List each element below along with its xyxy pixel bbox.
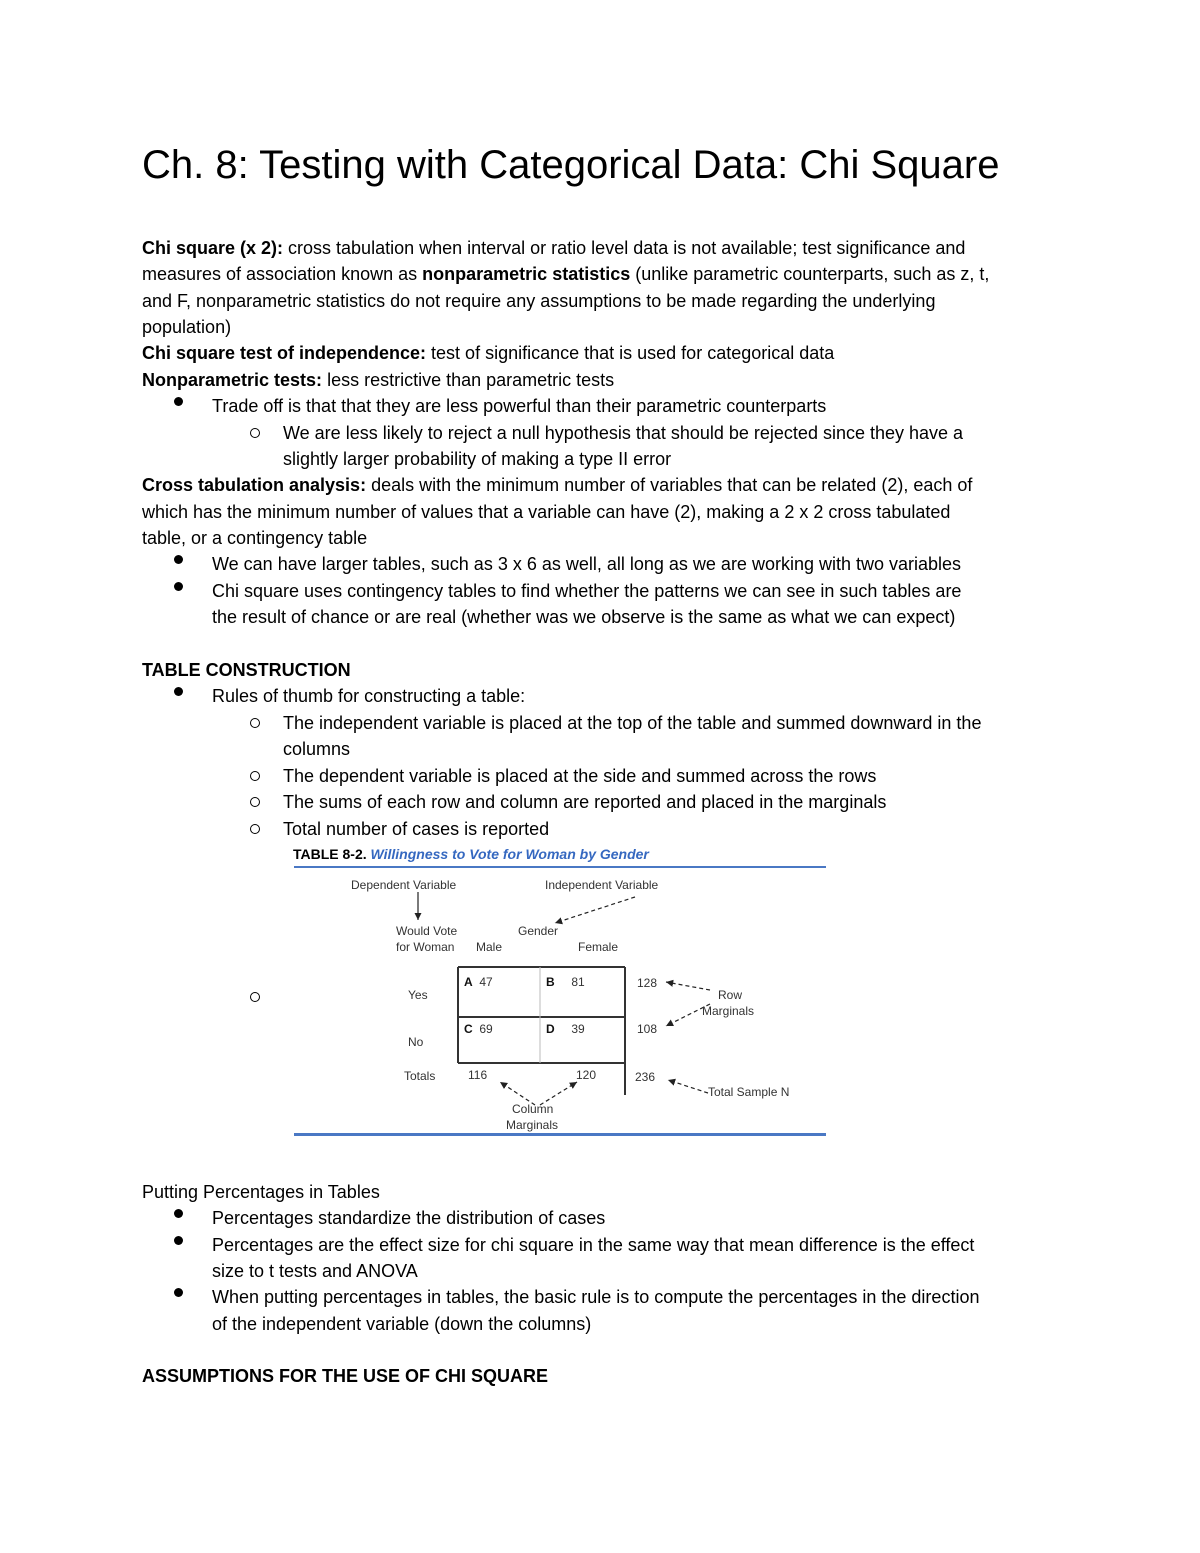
hollow-bullet-icon	[250, 992, 260, 1002]
cell-d-value: 39	[571, 1022, 585, 1036]
chi-square-text-2a: measures of association known as	[142, 264, 423, 284]
list-item: Total number of cases is reported	[283, 819, 550, 839]
list-item: The dependent variable is placed at the side and summed across the rows	[283, 766, 877, 786]
list-item: Rules of thumb for constructing a table:	[212, 686, 526, 706]
no-row-label: No	[408, 1035, 424, 1049]
cell-c	[464, 1022, 493, 1037]
cell-d	[546, 1022, 585, 1037]
list-item: Chi square uses contingency tables to find whether the patterns we can see in such tables are	[212, 581, 962, 601]
independence-text: test of significance that is used for categorical data	[426, 343, 835, 363]
dependent-variable-label: Dependent Variable	[351, 878, 457, 892]
list-item: We are less likely to reject a null hypothesis that should be rejected since they have a	[283, 423, 964, 443]
cell-a	[464, 975, 493, 990]
totals-row-label: Totals	[404, 1069, 436, 1083]
cell-c-label: C	[464, 1022, 473, 1036]
bullet-icon	[174, 1236, 183, 1245]
yes-row-label: Yes	[408, 988, 428, 1002]
would-vote-label-1: Would Vote	[396, 924, 458, 938]
bullet-icon	[174, 1288, 183, 1297]
term-nonparametric-tests: Nonparametric tests:	[142, 370, 323, 390]
list-item: When putting percentages in tables, the basic rule is to compute the percentages in the direction	[212, 1287, 980, 1307]
list-item: Percentages standardize the distribution of cases	[212, 1208, 606, 1228]
hollow-bullet-icon	[250, 771, 260, 781]
column-marginals-label-1: Column	[512, 1102, 554, 1116]
term-nonparametric-statistics: nonparametric statistics	[422, 264, 631, 284]
cell-a-label: A	[464, 975, 473, 989]
list-item: The independent variable is placed at the top of the table and summed downward in the	[283, 713, 982, 733]
would-vote-label-2: for Woman	[396, 940, 455, 954]
row-total-yes: 128	[637, 976, 658, 990]
row-marginals-label-2: Marginals	[702, 1004, 755, 1018]
column-total-female: 120	[576, 1068, 597, 1082]
figure-bottom-rule	[294, 1133, 826, 1136]
cross-tab-text-1: deals with the minimum number of variables that can be related (2), each of	[366, 475, 973, 495]
heading-text: ASSUMPTIONS FOR THE USE OF CHI SQUARE	[142, 1366, 549, 1386]
page-title: Ch. 8: Testing with Categorical Data: Chi Square	[142, 143, 1000, 187]
term-chi-square: Chi square (x 2):	[142, 238, 284, 258]
hollow-bullet-icon	[250, 718, 260, 728]
term-cross-tabulation: Cross tabulation analysis:	[142, 475, 367, 495]
list-item-continuation: columns	[283, 739, 351, 759]
cell-c-value: 69	[479, 1022, 493, 1036]
hollow-bullet-icon	[250, 824, 260, 834]
cell-d-label: D	[546, 1022, 555, 1036]
chi-square-definition-line-1	[142, 235, 965, 261]
cross-tabulation-definition-line-2: which has the minimum number of values that a variable can have (2), making a 2 x 2 cross tabulated	[142, 502, 951, 522]
cell-b-value: 81	[571, 975, 585, 989]
list-item: The sums of each row and column are reported and placed in the marginals	[283, 792, 887, 812]
nonparametric-text: less restrictive than parametric tests	[322, 370, 615, 390]
gender-label: Gender	[518, 924, 559, 938]
arrows	[418, 892, 710, 1105]
chi-square-text-2c: (unlike parametric counterparts, such as z, t,	[630, 264, 990, 284]
list-item-continuation: the result of chance or are real (whether was we observe is the same as what we can expect)	[212, 607, 956, 627]
hollow-bullet-icon	[250, 428, 260, 438]
list-item: Percentages are the effect size for chi square in the same way that mean difference is the effect	[212, 1235, 975, 1255]
section-heading-table-construction	[142, 657, 351, 683]
list-item-continuation: slightly larger probability of making a type II error	[283, 449, 672, 469]
independent-variable-label: Independent Variable	[545, 878, 659, 892]
list-item: We can have larger tables, such as 3 x 6 as well, all long as we are working with two variables	[212, 554, 962, 574]
contingency-table-figure	[290, 840, 830, 1140]
section-heading-percentages: Putting Percentages in Tables	[142, 1182, 380, 1202]
column-marginals-label-2: Marginals	[506, 1118, 559, 1132]
nonparametric-tests-definition	[142, 367, 614, 393]
bullet-icon	[174, 582, 183, 591]
chi-square-independence-definition	[142, 340, 834, 366]
chi-square-text-1: cross tabulation when interval or ratio level data is not available; test significance and	[283, 238, 966, 258]
bullet-icon	[174, 687, 183, 696]
hollow-bullet-icon	[250, 797, 260, 807]
male-label: Male	[476, 940, 503, 954]
list-item-continuation: size to t tests and ANOVA	[212, 1261, 418, 1281]
bullet-icon	[174, 1209, 183, 1218]
column-total-male: 116	[468, 1068, 488, 1082]
heading-text: TABLE CONSTRUCTION	[142, 660, 351, 680]
figure-label: TABLE 8-2.	[293, 846, 367, 862]
female-label: Female	[578, 940, 619, 954]
cross-tabulation-definition-line-3: table, or a contingency table	[142, 528, 368, 548]
cell-a-value: 47	[479, 975, 493, 989]
cross-tabulation-definition-line-1	[142, 472, 972, 498]
row-total-no: 108	[637, 1022, 658, 1036]
figure-caption: Willingness to Vote for Woman by Gender	[370, 846, 649, 862]
cell-b	[546, 975, 585, 990]
chi-square-definition-line-4: population)	[142, 317, 232, 337]
section-heading-assumptions	[142, 1363, 548, 1389]
list-item: Trade off is that that they are less powerful than their parametric counterparts	[212, 396, 827, 416]
cell-b-label: B	[546, 975, 555, 989]
chi-square-definition-line-3: and F, nonparametric statistics do not require any assumptions to be made regarding the underlying	[142, 291, 936, 311]
term-chi-square-independence: Chi square test of independence:	[142, 343, 427, 363]
bullet-icon	[174, 555, 183, 564]
list-item-continuation: of the independent variable (down the columns)	[212, 1314, 592, 1334]
grand-total: 236	[635, 1070, 656, 1084]
row-marginals-label-1: Row	[718, 988, 743, 1002]
bullet-icon	[174, 397, 183, 406]
chi-square-definition-line-2	[142, 261, 989, 287]
total-sample-label: Total Sample N	[708, 1085, 790, 1099]
